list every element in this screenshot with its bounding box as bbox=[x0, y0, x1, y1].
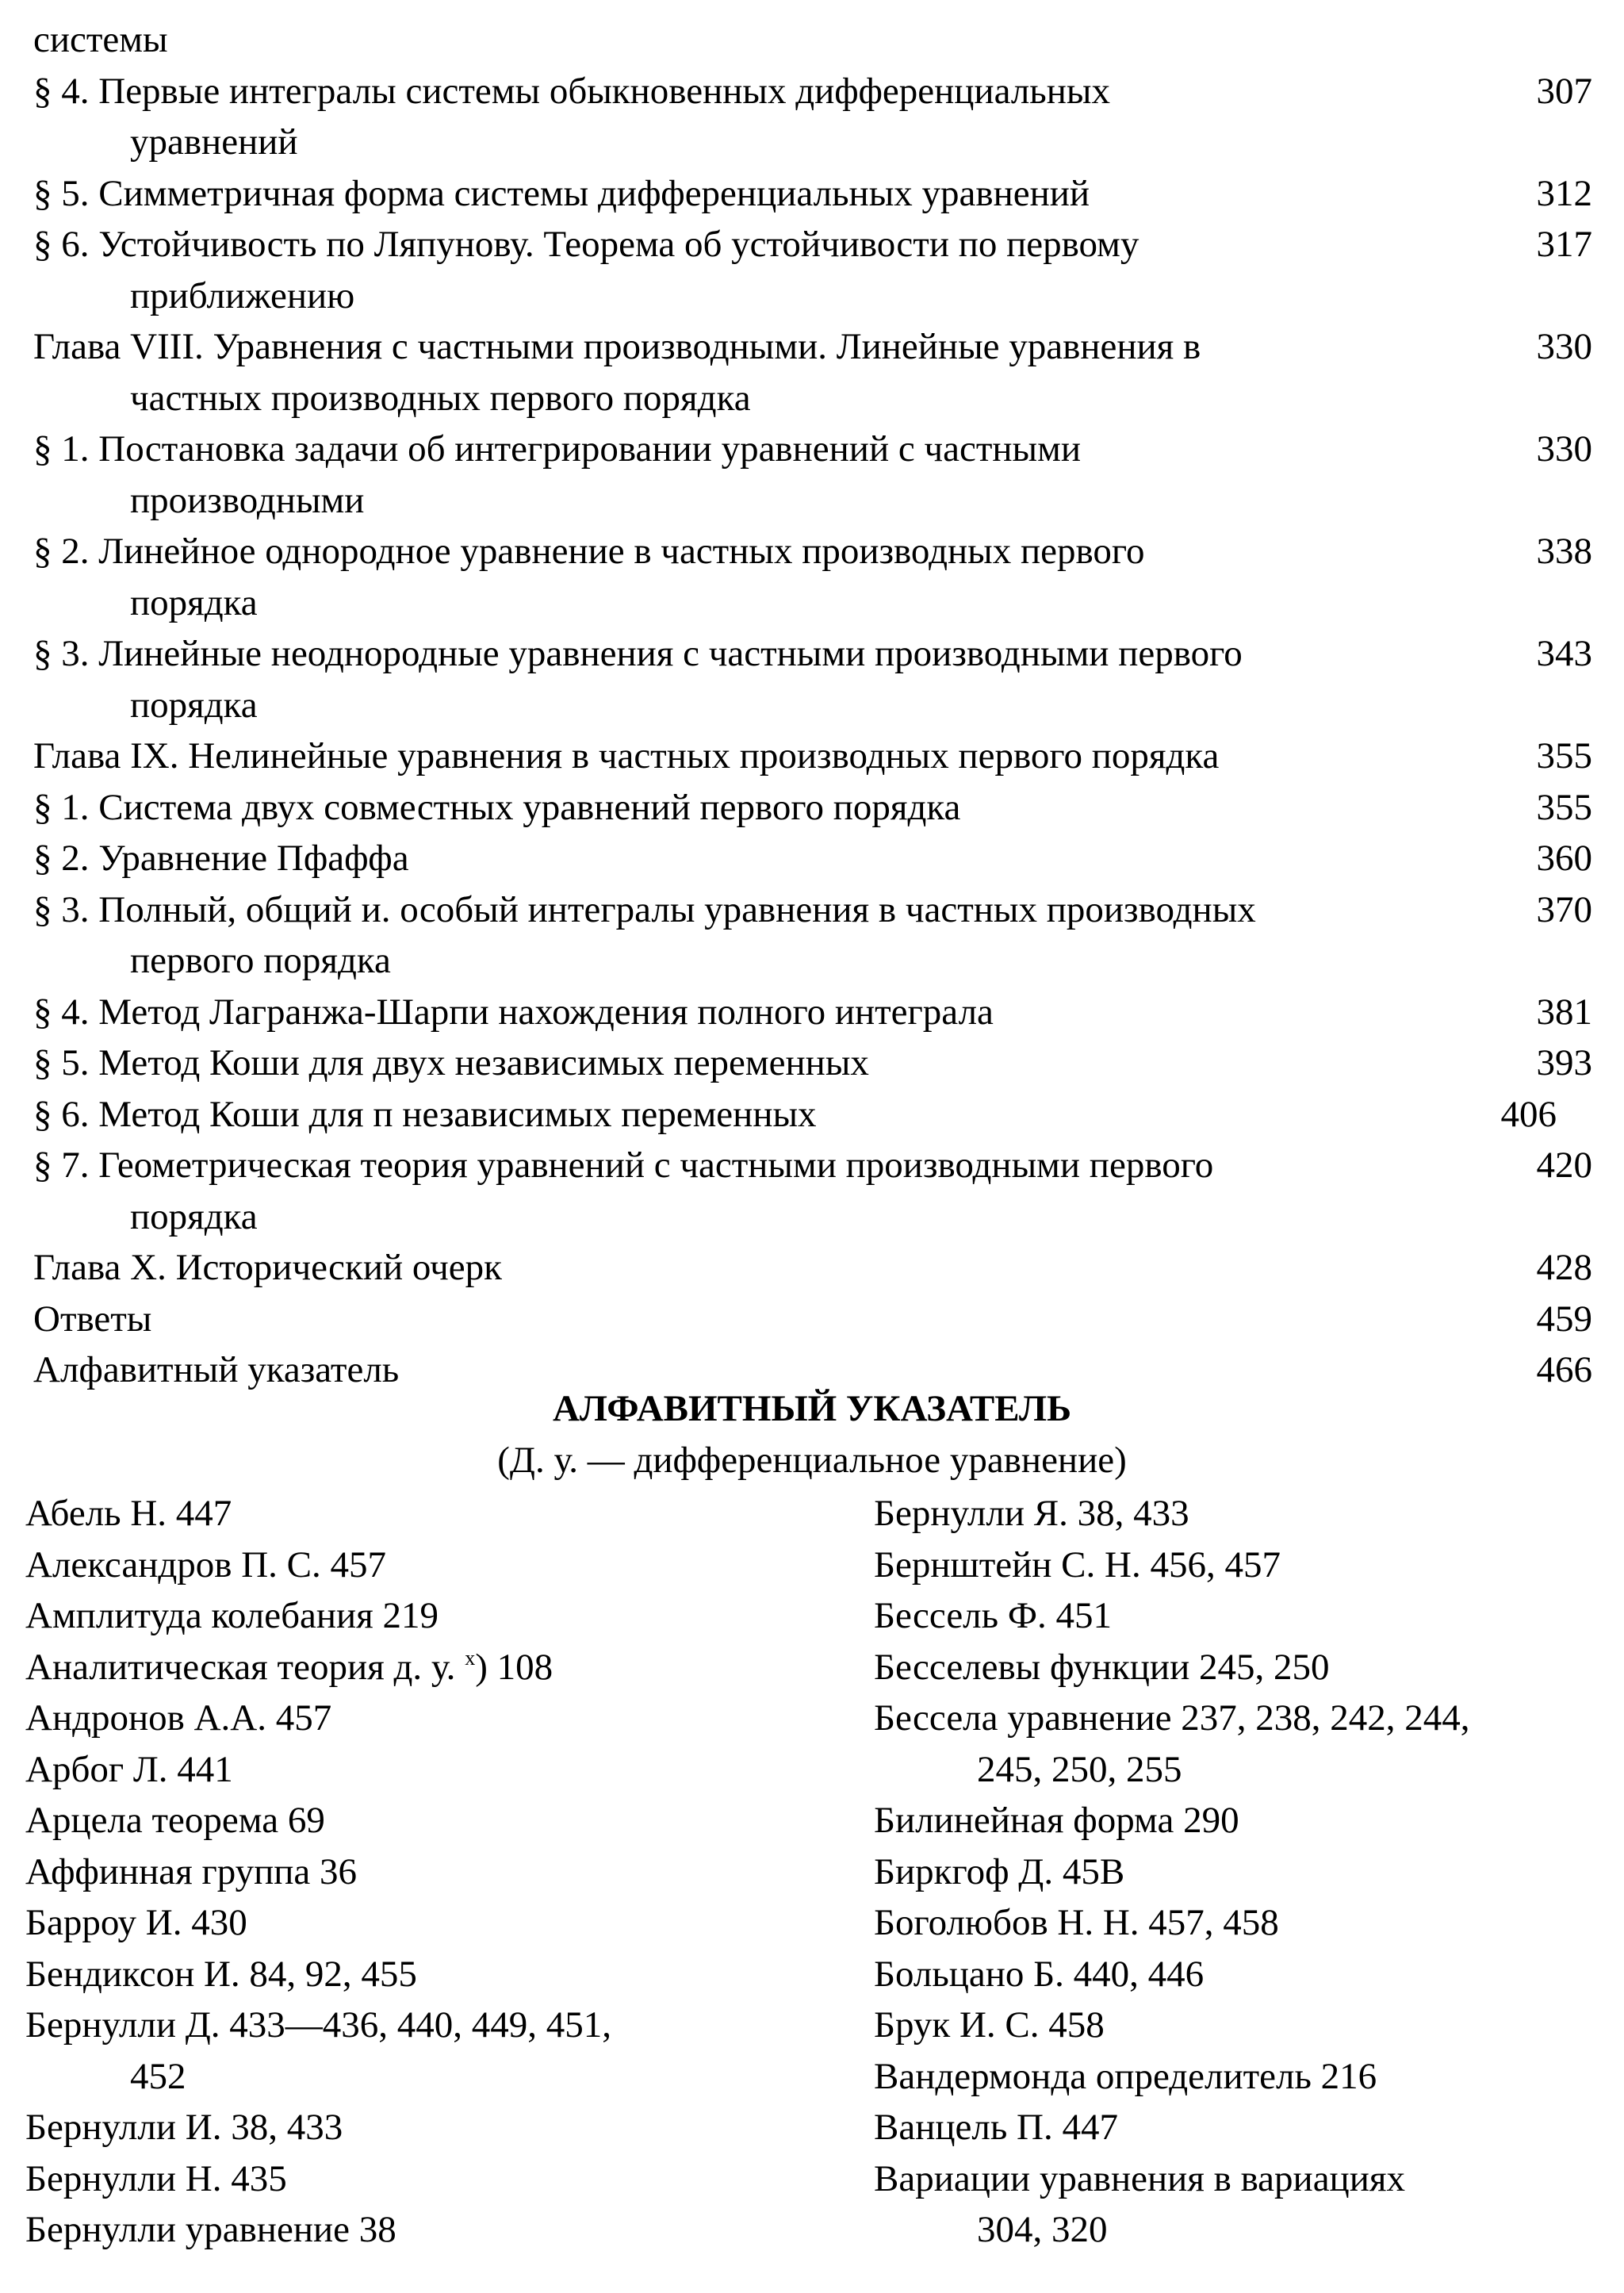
index-entry: Арцела теорема 69 bbox=[25, 1800, 325, 1841]
index-entry: Бернулли Н. 435 bbox=[25, 2157, 287, 2199]
toc-page-number: 355 bbox=[1536, 735, 1592, 776]
index-entry bbox=[25, 1645, 553, 1689]
toc-entry-title: § 3. Линейные неоднородные уравнения с частными производными первого bbox=[33, 633, 1243, 674]
toc-entry-continuation: уравнений bbox=[130, 121, 298, 163]
toc-entry-continuation: порядка bbox=[130, 1195, 258, 1237]
index-entry: Бернулли И. 38, 433 bbox=[25, 2107, 343, 2148]
index-entry: Брук И. С. 458 bbox=[874, 2004, 1105, 2046]
index-entry: Вандермонда определитель 216 bbox=[874, 2055, 1377, 2097]
index-entry: Бесселевы функции 245, 250 bbox=[874, 1646, 1330, 1688]
toc-page-number: 459 bbox=[1536, 1298, 1592, 1340]
toc-entry-title: § 4. Первые интегралы системы обыкновенных дифференциальных bbox=[33, 70, 1110, 112]
toc-page-number: 428 bbox=[1536, 1247, 1592, 1288]
toc-entry-title: Ответы bbox=[33, 1298, 152, 1340]
toc-entry-title: Алфавитный указатель bbox=[33, 1349, 400, 1390]
index-entry-page: ) 108 bbox=[475, 1646, 553, 1688]
index-title: АЛФАВИТНЫЙ УКАЗАТЕЛЬ bbox=[552, 1388, 1072, 1429]
index-entry: Бернулли уравнение 38 bbox=[25, 2209, 396, 2250]
toc-entry-continuation: порядка bbox=[130, 684, 258, 726]
index-entry: Биркгоф Д. 45В bbox=[874, 1850, 1125, 1892]
index-entry: Аффинная группа 36 bbox=[25, 1850, 358, 1892]
toc-page-number: 338 bbox=[1536, 531, 1592, 572]
toc-entry-title: § 7. Геометрическая теория уравнений с частными производными первого bbox=[33, 1145, 1214, 1186]
index-entry: 245, 250, 255 bbox=[977, 1748, 1182, 1790]
index-entry: Бессель Ф. 451 bbox=[874, 1595, 1112, 1636]
index-entry: Боголюбов Н. Н. 457, 458 bbox=[874, 1902, 1279, 1943]
index-entry: Андронов А.А. 457 bbox=[25, 1697, 332, 1739]
toc-page-number: 360 bbox=[1536, 838, 1592, 879]
toc-entry-title: § 5. Метод Коши для двух независимых переменных bbox=[33, 1042, 869, 1083]
footnote-mark: x bbox=[465, 1646, 476, 1670]
toc-entry-continuation: приближению bbox=[130, 274, 355, 316]
toc-page-number: 355 bbox=[1536, 786, 1592, 828]
index-entry: Ванцель П. 447 bbox=[874, 2107, 1118, 2148]
toc-entry-title: § 6. Метод Коши для п независимых переменных bbox=[33, 1093, 817, 1135]
toc-entry-continuation: производными bbox=[130, 479, 365, 521]
toc-entry-continuation: порядка bbox=[130, 581, 258, 623]
toc-entry-title: § 1. Постановка задачи об интегрировании уравнений с частными bbox=[33, 428, 1081, 470]
toc-page-number: 381 bbox=[1536, 991, 1592, 1033]
index-entry: Бендиксон И. 84, 92, 455 bbox=[25, 1953, 417, 1995]
toc-entry-title: § 4. Метод Лагранжа-Шарпи нахождения полного интеграла bbox=[33, 991, 994, 1033]
index-entry: Александров П. С. 457 bbox=[25, 1543, 387, 1586]
index-entry: Вариации уравнения в вариациях bbox=[874, 2157, 1405, 2199]
index-subtitle: (Д. у. — дифференциальное уравнение) bbox=[497, 1440, 1127, 1481]
index-entry: 452 bbox=[130, 2055, 186, 2097]
toc-page-number: 370 bbox=[1536, 888, 1592, 930]
toc-entry-title: системы bbox=[33, 19, 168, 60]
toc-entry-title: § 1. Система двух совместных уравнений первого порядка bbox=[33, 786, 961, 828]
toc-page-number: 466 bbox=[1536, 1349, 1592, 1390]
index-entry: Больцано Б. 440, 446 bbox=[874, 1953, 1205, 1995]
index-entry: Арбог Л. 441 bbox=[25, 1748, 233, 1790]
toc-entry-title: § 2. Линейное однородное уравнение в частных производных первого bbox=[33, 531, 1145, 572]
index-entry: Бернулли Д. 433—436, 440, 449, 451, bbox=[25, 2004, 612, 2046]
toc-entry-title: Глава X. Исторический очерк bbox=[33, 1247, 502, 1288]
toc-page-number: 330 bbox=[1536, 428, 1592, 470]
index-entry: 304, 320 bbox=[977, 2209, 1108, 2250]
toc-entry-continuation: первого порядка bbox=[130, 940, 391, 981]
toc-entry-continuation: частных производных первого порядка bbox=[130, 377, 751, 419]
toc-page-number: 406 bbox=[1500, 1093, 1557, 1135]
index-entry: Бернулли Я. 38, 433 bbox=[874, 1493, 1189, 1534]
toc-entry-title: Глава IX. Нелинейные уравнения в частных производных первого порядка bbox=[33, 735, 1220, 776]
index-entry: Барроу И. 430 bbox=[25, 1902, 247, 1943]
toc-page-number: 307 bbox=[1536, 70, 1592, 112]
toc-entry-title: § 3. Полный, общий и. особый интегралы уравнения в частных производных bbox=[33, 888, 1256, 930]
index-entry: Билинейная форма 290 bbox=[874, 1800, 1239, 1841]
index-entry-text: Аналитическая теория д. у. bbox=[25, 1646, 465, 1688]
toc-page-number: 317 bbox=[1536, 224, 1592, 265]
index-entry: Бессела уравнение 237, 238, 242, 244, bbox=[874, 1697, 1470, 1739]
toc-page-number: 420 bbox=[1536, 1145, 1592, 1186]
toc-page-number: 393 bbox=[1536, 1042, 1592, 1083]
toc-entry-title: Глава VIII. Уравнения с частными производными. Линейные уравнения в bbox=[33, 326, 1201, 367]
toc-page-number: 330 bbox=[1536, 326, 1592, 367]
toc-page-number: 312 bbox=[1536, 172, 1592, 214]
toc-entry-title: § 2. Уравнение Пфаффа bbox=[33, 838, 409, 879]
toc-page-number: 343 bbox=[1536, 633, 1592, 674]
index-entry: Абель Н. 447 bbox=[25, 1493, 232, 1534]
toc-entry-title: § 6. Устойчивость по Ляпунову. Теорема об устойчивости по первому bbox=[33, 224, 1139, 265]
index-entry: Бернштейн С. Н. 456, 457 bbox=[874, 1543, 1281, 1586]
toc-entry-title: § 5. Симметричная форма системы дифференциальных уравнений bbox=[33, 172, 1090, 214]
index-entry: Амплитуда колебания 219 bbox=[25, 1595, 439, 1636]
